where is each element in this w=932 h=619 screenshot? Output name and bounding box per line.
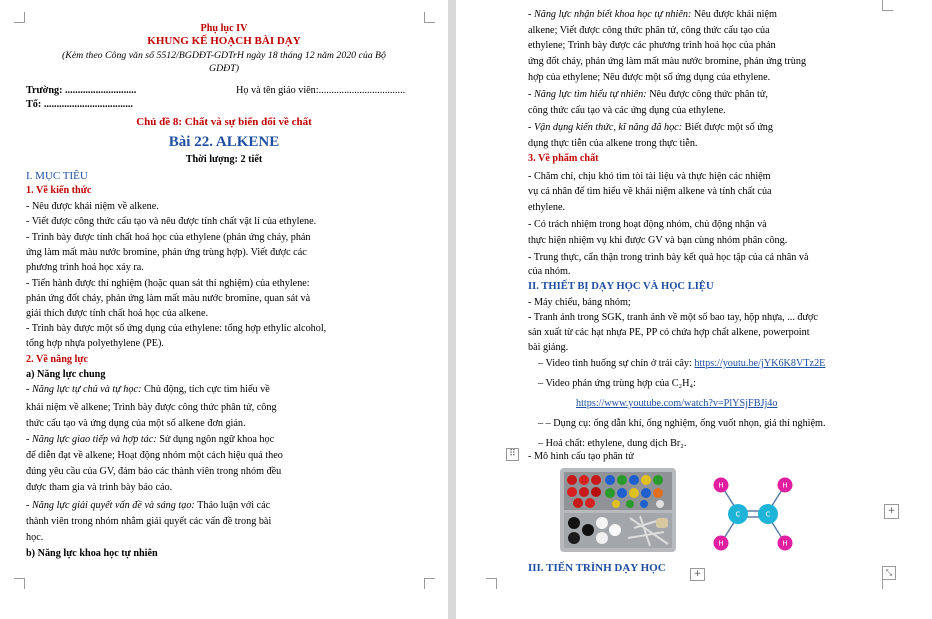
subsubsection-heading: b) Năng lực khoa học tự nhiên [26,548,158,559]
ability-text: Chủ động, tích cực tìm hiểu về [141,384,270,395]
paragraph-line [528,121,773,134]
paragraph-line: ethylene; Trình bày được các phương trình hoá học của phản [528,40,776,51]
subsection-heading: 1. Về kiến thức [26,185,92,196]
crop-mark [424,12,435,23]
paragraph-line: ứng đốt cháy, phản ứng làm mất màu nước bromine, phản ứng trùng [528,56,807,67]
teacher-field: Họ và tên giáo viên:.................................. [236,85,406,96]
group-field: Tổ: ................................... [26,99,133,110]
paragraph-line: - Máy chiếu, bảng nhóm; [528,297,631,308]
ethylene-molecule-diagram [710,472,796,556]
paragraph-line: - Viết được công thức cấu tạo và nêu được tính chất vật lí của ethylene. [26,216,317,227]
paragraph-line: sản xuất từ các hạt nhựa PE, PP có chứa hợp chất alkene, powerpoint [528,327,810,338]
paragraph-line: hợp của ethylene; Nêu được một số ứng dụng của ethylene. [528,72,771,83]
add-row-icon[interactable]: + [884,504,899,519]
paragraph-line: - Tiến hành được thí nghiệm (hoặc quan sát thí nghiệm) của ethylene: [26,278,310,289]
paragraph-line: ethylene. [528,202,566,213]
paragraph-line [26,383,270,396]
crop-mark [882,0,893,11]
paragraph-line: – Hoá chất: ethylene, dung dịch Br₂. [538,438,687,449]
subsubsection-heading: a) Năng lực chung [26,369,106,380]
framework-title: KHUNG KẾ HOẠCH BÀI DẠY [147,35,301,47]
resize-handle-icon[interactable]: ⤡ [882,566,896,580]
paragraph-line: thức cấu tạo và ứng dụng của một số alkene đơn giản. [26,418,246,429]
section-heading: II. THIẾT BỊ DẠY HỌC VÀ HỌC LIỆU [528,281,714,292]
ability-label: - Vận dụng kiến thức, kĩ năng đã học: [528,122,683,133]
school-field: Trường: ............................ [26,85,137,96]
section-heading: III. TIẾN TRÌNH DẠY HỌC [528,562,666,574]
paragraph-line: - Trình bày được một số ứng dụng của ethylene: tổng hợp ethylic alcohol, [26,323,327,334]
paragraph-line: để diễn đạt về alkene; Hoạt động nhóm một cách hiệu quả theo [26,450,283,461]
paragraph-line: công thức cấu tạo và các ứng dụng của ethylene. [528,105,726,116]
paragraph-line: học. [26,532,44,543]
move-handle-icon[interactable]: ⠿ [506,448,519,461]
paragraph-line: - Có trách nhiệm trong hoạt động nhóm, chủ động nhận và [528,219,767,230]
paragraph-line: - Trình bày được tính chất hoá học của ethylene (phản ứng cháy, phản [26,232,311,243]
paragraph-line: - Nêu được khái niệm về alkene. [26,201,159,212]
paragraph-line: - Mô hình cấu tạo phân tử [528,451,634,462]
paragraph-line [26,499,270,512]
atom-label: C [735,510,741,519]
ability-text: Nêu được khái niệm [691,9,777,20]
paragraph-line: dụng thực tiễn của alkene trong thực tiễn. [528,138,698,149]
atom-label: H [782,481,788,490]
note-line: (Kèm theo Công văn số 5512/BGDĐT-GDTrH ngày 18 tháng 12 năm 2020 của Bộ [62,50,386,61]
atom-label: H [782,539,788,548]
paragraph-line: ứng làm mất màu nước bromine, phản ứng trùng hợp). Viết được các [26,247,307,258]
hydrogen-atoms [714,478,793,551]
ability-label: - Năng lực tìm hiểu tự nhiên: [528,89,647,100]
note-line: GDĐT) [209,63,239,74]
crop-mark [486,578,497,589]
paragraph-line: bài giảng. [528,342,569,353]
atom-label: C [765,510,771,519]
ability-text: Thảo luận với các [194,500,271,511]
paragraph-line [538,357,825,370]
ability-label: - Năng lực giải quyết vấn đề và sáng tạo: [26,500,195,511]
paragraph-line [528,88,768,101]
ability-text: Biết được một số ứng [682,122,773,133]
ability-label: - Năng lực giao tiếp và hợp tác: [26,434,157,445]
molecular-model-kit-image [560,468,676,552]
paragraph-line [528,8,777,21]
paragraph-line: - Chăm chỉ, chịu khó tìm tòi tài liệu và thực hiện các nhiệm [528,171,771,182]
ability-label: - Năng lực nhận biết khoa học tự nhiên: [528,9,692,20]
paragraph-line: của nhóm. [528,266,571,277]
section-heading: I. MỤC TIÊU [26,170,88,182]
paragraph-line: alkene; Viết được công thức phân tử, công thức cấu tạo của [528,25,770,36]
paragraph-line: - Tranh ảnh trong SGK, tranh ảnh về một số bao tay, hộp nhựa, ... được [528,312,818,323]
duration-text: Thời lượng: 2 tiết [185,154,263,165]
paragraph-line: vụ cá nhân để tìm hiểu về khái niệm alkene và tính chất của [528,186,772,197]
paragraph-line: được tham gia và trình bày báo cáo. [26,482,173,493]
paragraph-line: khái niệm về alkene; Trình bày được công thức phân tử, công [26,402,277,413]
document-page-left [0,0,448,619]
ability-text: Sử dụng ngôn ngữ khoa học [156,434,275,445]
topic-title: Chủ đề 8: Chất và sự biến đổi về chất [136,116,312,128]
paragraph-line: – Video phản ứng trùng hợp của C₂H₄: [538,378,696,389]
add-row-icon[interactable]: + [690,568,705,581]
ability-label: - Năng lực tự chủ và tự học: [26,384,142,395]
crop-mark [424,578,435,589]
paragraph-line: - Trung thực, cẩn thận trong trình bày kết quả học tập của cá nhân và [528,252,809,263]
atom-label: H [718,481,724,490]
video-link[interactable]: https://www.youtube.com/watch?v=PlYSjFBJj4o [576,398,778,409]
paragraph-line [26,433,274,446]
atom-label: H [718,539,724,548]
subsection-heading: 3. Về phẩm chất [528,153,599,164]
paragraph-line: thành viên trong nhóm nhằm giải quyết các vấn đề trong bài [26,516,272,527]
paragraph-line: – – Dụng cụ: ống dẫn khí, ống nghiệm, ống vuốt nhọn, giá thí nghiệm. [538,418,826,429]
paragraph-line: tổng hợp nhựa polyethylene (PE). [26,338,164,349]
paragraph-line: thực hiện nhiệm vụ khi được GV và bạn cùng nhóm phân công. [528,235,788,246]
lesson-title: Bài 22. ALKENE [168,134,280,150]
video-link[interactable]: https://youtu.be/jYK6K8VTz2E [694,358,826,369]
paragraph-line: giải thích được tính chất hoá học của alkene. [26,308,209,319]
paragraph-line: phản ứng đốt cháy, phản ứng làm mất màu nước bromine, quan sát và [26,293,311,304]
ability-text: Nêu được công thức phân tử, [646,89,768,100]
paragraph-line: phương trình hoá học xảy ra. [26,262,144,273]
document-page-right [456,0,932,619]
paragraph-line: đúng yêu cầu của GV, đảm bảo các thành viên trong nhóm đều [26,466,282,477]
crop-mark [14,578,25,589]
video-label: – Video tình huống sự chín ở trái cây: [538,358,695,369]
appendix-title: Phụ lục IV [200,23,248,34]
subsection-heading: 2. Về năng lực [26,354,88,365]
